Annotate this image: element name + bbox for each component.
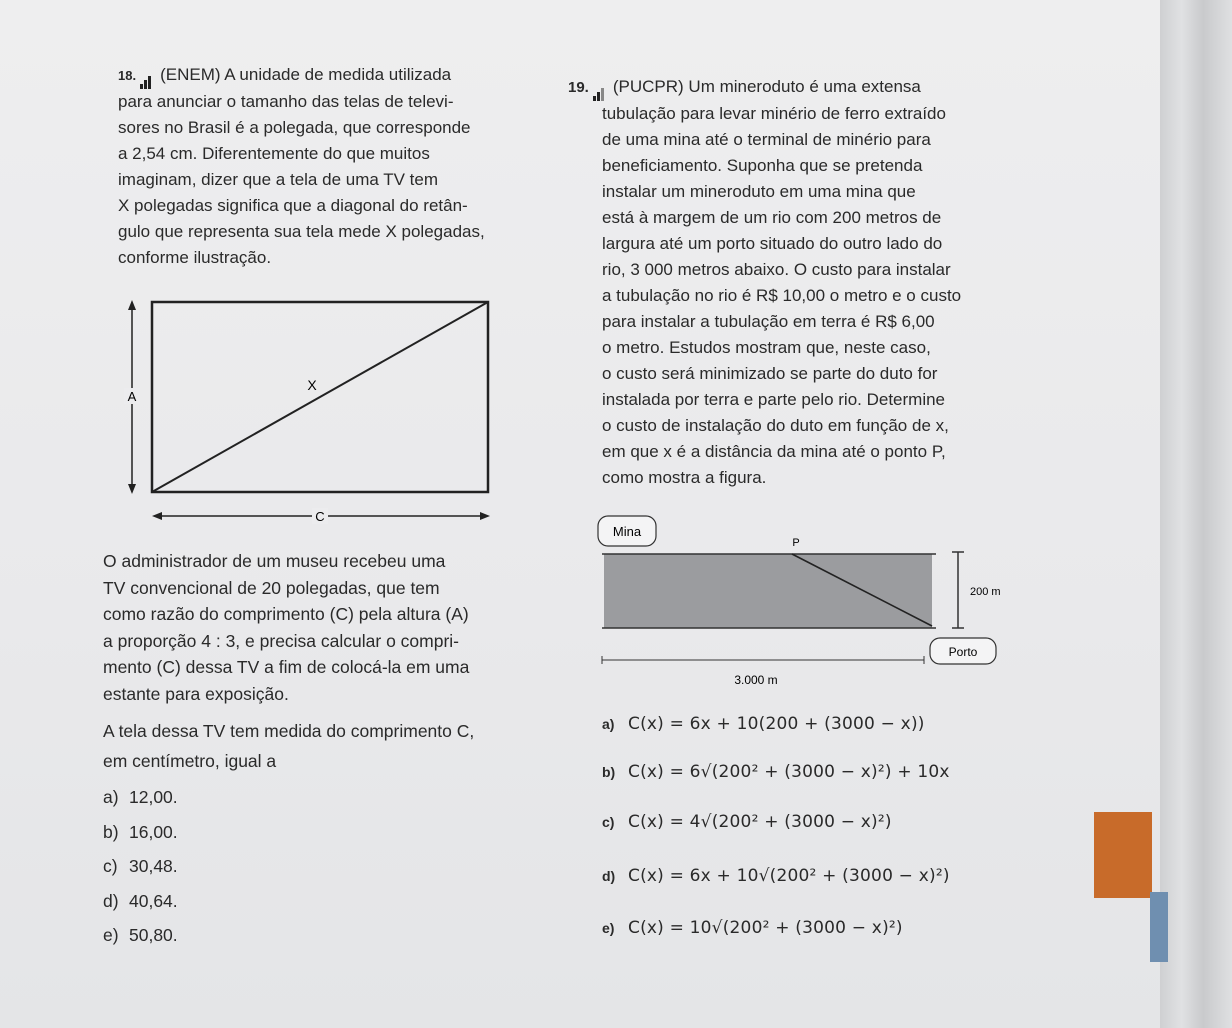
- q19-line: [568, 74, 1008, 101]
- option-letter: c): [602, 814, 615, 830]
- q18-number: 18.: [118, 68, 137, 83]
- question-19-intro: [568, 74, 1008, 491]
- q18-line: gulo que representa sua tela mede X polegadas,: [118, 222, 485, 241]
- question-18-options: [103, 780, 178, 953]
- q19-option-d[interactable]: [602, 866, 950, 886]
- option-e[interactable]: [103, 918, 178, 953]
- q19-option-a[interactable]: [602, 714, 925, 734]
- question-18-stem: [103, 716, 543, 776]
- q18-line: [118, 62, 548, 89]
- q19-text: (PUCPR) Um mineroduto é uma extensa: [612, 77, 921, 96]
- q19-line: de uma mina até o terminal de minério para: [602, 130, 931, 149]
- option-d[interactable]: [103, 884, 178, 919]
- option-letter: c): [103, 856, 118, 876]
- difficulty-bars-icon: [593, 75, 607, 89]
- river-rect: [604, 554, 932, 628]
- height-label: A: [127, 389, 137, 404]
- question-18-body: [103, 548, 543, 707]
- option-letter: d): [103, 890, 119, 911]
- q18-line: para anunciar o tamanho das telas de televi-: [118, 92, 454, 111]
- option-letter: d): [602, 868, 616, 884]
- q19-line: o metro. Estudos mostram que, neste caso,: [602, 338, 931, 357]
- option-letter: a): [103, 787, 119, 807]
- option-text: 16,00.: [129, 821, 178, 842]
- option-b[interactable]: [103, 815, 178, 850]
- q18-stem-line: A tela dessa TV tem medida do comprimento C,: [103, 721, 475, 741]
- arrow-right-icon: [480, 512, 490, 520]
- q19-line: largura até um porto situado do outro lado do: [602, 234, 943, 253]
- q19-number: 19.: [568, 79, 589, 96]
- question-18-intro: [118, 62, 548, 271]
- q19-option-b[interactable]: [602, 762, 950, 782]
- q18-line: imaginam, dizer que a tela de uma TV tem: [118, 170, 439, 189]
- page-edge: [1160, 0, 1232, 1028]
- option-formula: C(x) = 6√(200² + (3000 − x)²) + 10x: [628, 762, 950, 782]
- q19-line: a tubulação no rio é R$ 10,00 o metro e o custo: [602, 286, 962, 305]
- option-formula: C(x) = 10√(200² + (3000 − x)²): [628, 918, 903, 938]
- p-label: P: [792, 537, 800, 549]
- arrow-left-icon: [152, 512, 162, 520]
- option-formula: C(x) = 6x + 10(200 + (3000 − x)): [628, 714, 925, 734]
- q18-stem-line: em centímetro, igual a: [103, 751, 277, 771]
- q18-line: sores no Brasil é a polegada, que corresponde: [118, 118, 471, 137]
- q19-option-e[interactable]: [602, 918, 903, 938]
- q19-line: tubulação para levar minério de ferro extraído: [602, 104, 946, 123]
- q18-body-line: mento (C) dessa TV a fim de colocá-la em uma: [103, 657, 470, 677]
- option-formula: C(x) = 6x + 10√(200² + (3000 − x)²): [628, 866, 950, 886]
- option-c[interactable]: [103, 849, 178, 884]
- option-letter: b): [602, 764, 616, 780]
- difficulty-bars-icon: [140, 63, 154, 77]
- width-label: C: [315, 509, 325, 524]
- q19-option-c[interactable]: [602, 812, 892, 832]
- option-formula: C(x) = 4√(200² + (3000 − x)²): [628, 812, 892, 832]
- q18-line: X polegadas significa que a diagonal do retân-: [118, 196, 468, 215]
- option-letter: e): [602, 920, 615, 936]
- q19-line: o custo de instalação do duto em função de x,: [602, 416, 949, 435]
- diagonal-label: X: [307, 377, 317, 393]
- q19-line: em que x é a distância da mina até o ponto P,: [602, 442, 946, 461]
- option-letter: b): [103, 821, 119, 842]
- q18-body-line: estante para exposição.: [103, 683, 289, 704]
- q19-line: instalada por terra e parte pelo rio. Determine: [602, 390, 946, 409]
- orange-page-tab: [1094, 812, 1152, 898]
- option-letter: a): [602, 716, 615, 732]
- q19-line: o custo será minimizado se parte do duto for: [602, 364, 938, 383]
- length-label: 3.000 m: [734, 673, 778, 687]
- option-text: 40,64.: [129, 890, 178, 911]
- q18-body-line: a proporção 4 : 3, e precisa calcular o compri-: [103, 630, 459, 651]
- arrow-up-icon: [128, 300, 136, 310]
- mineroduto-diagram: [596, 514, 1026, 694]
- q19-line: instalar um mineroduto em uma mina que: [602, 182, 916, 201]
- option-a[interactable]: [103, 780, 178, 815]
- q18-body-line: como razão do comprimento (C) pela altura (A): [103, 604, 469, 624]
- q19-line: como mostra a figura.: [602, 468, 767, 487]
- porto-label: Porto: [948, 645, 978, 659]
- q19-line: está à margem de um rio com 200 metros de: [602, 208, 942, 227]
- option-text: 30,48.: [129, 856, 178, 876]
- q19-line: rio, 3 000 metros abaixo. O custo para instalar: [602, 260, 951, 279]
- option-letter: e): [103, 925, 119, 945]
- arrow-down-icon: [128, 484, 136, 494]
- q18-body-line: TV convencional de 20 polegadas, que tem: [103, 577, 440, 598]
- tv-diagonal: [152, 302, 488, 492]
- q18-body-line: O administrador de um museu recebeu uma: [103, 551, 446, 571]
- q19-line: beneficiamento. Suponha que se pretenda: [602, 156, 923, 175]
- q19-line: para instalar a tubulação em terra é R$ 6,00: [602, 312, 935, 331]
- option-text: 12,00.: [129, 787, 178, 807]
- q18-line: a 2,54 cm. Diferentemente do que muitos: [118, 144, 430, 163]
- width-label: 200 m: [970, 586, 1001, 598]
- blue-page-tab: [1150, 892, 1168, 962]
- tv-diagram: [118, 296, 518, 526]
- q18-line: conforme ilustração.: [118, 248, 272, 267]
- q18-text: (ENEM) A unidade de medida utilizada: [160, 65, 452, 84]
- mina-label: Mina: [612, 524, 642, 539]
- option-text: 50,80.: [129, 925, 178, 945]
